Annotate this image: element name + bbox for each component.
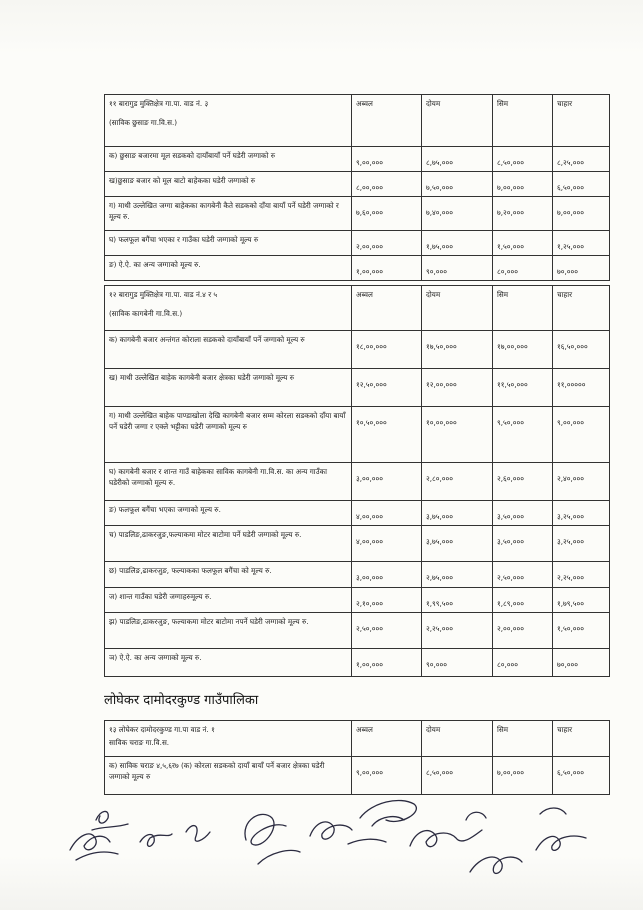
- cell-chahar: २,४०,०००: [553, 463, 610, 501]
- table-row: [105, 172, 610, 197]
- cell-abbal: ७,६०,०००: [352, 197, 422, 231]
- table-row: [105, 231, 610, 256]
- section-title-cell: [105, 95, 352, 147]
- table-row: [105, 331, 610, 369]
- header-abbal: अब्वल: [352, 95, 422, 147]
- section-title-cell: [105, 286, 352, 331]
- row-desc: ख)छुसाङ बजार को मूल बाटो बाहेकका घडेरी जग्गाको रु: [105, 172, 352, 197]
- cell-doyam: ७,५०,०००: [422, 172, 493, 197]
- rate-table-ward-3: [104, 94, 610, 281]
- cell-chahar: २,२५,०००: [553, 562, 610, 588]
- cell-chahar: ७,००,०००: [553, 197, 610, 231]
- cell-doyam: ९०,०००: [422, 256, 493, 281]
- table-header-row: [105, 721, 610, 757]
- cell-chahar: १६,५०,०००: [553, 331, 610, 369]
- cell-chahar: ११,०००००: [553, 369, 610, 407]
- cell-doyam: १,७५,०००: [422, 231, 493, 256]
- cell-chahar: ६,५०,०००: [553, 757, 610, 795]
- signature-6: [360, 800, 416, 826]
- cell-abbal: ४,००,०००: [352, 526, 422, 562]
- signature-8: [470, 808, 586, 873]
- header-sim: सिम: [493, 95, 553, 147]
- table-row: [105, 562, 610, 588]
- table-header-row: [105, 95, 610, 147]
- cell-doyam: १२,००,०००: [422, 369, 493, 407]
- cell-sim: २,६०,०००: [493, 463, 553, 501]
- cell-sim: १,५०,०००: [493, 231, 553, 256]
- header-doyam: दोयम: [422, 721, 493, 757]
- cell-sim: ७,००,०००: [493, 757, 553, 795]
- row-desc: ज) शान्त गाउँका घडेरी जग्गाहरुमूल्य रु.: [105, 588, 352, 613]
- row-desc: क) कागबेनी बजार अन्तंगत कोराला सडकको दायाँबायाँ पर्ने जग्गाको मूल्य रु: [105, 331, 352, 369]
- table-row: [105, 463, 610, 501]
- header-abbal: अब्वल: [352, 721, 422, 757]
- table-row: [105, 369, 610, 407]
- row-desc: क) साविक चराङ ४,५,६र७ (क) कोरला सडकको दायाँ बायाँ पर्ने बजार क्षेत्रका घडेरी जग्गाको मूल्य रु: [105, 757, 352, 795]
- table-row: [105, 197, 610, 231]
- cell-abbal: ३,००,०००: [352, 562, 422, 588]
- signature-strokes: [70, 800, 586, 873]
- cell-abbal: १,००,०००: [352, 256, 422, 281]
- header-chahar: चाहार: [553, 95, 610, 147]
- row-desc: क) छुसाङ बजारमा मूल सडकको दायाँबायाँ पर्ने घडेरी जग्गाको रु: [105, 147, 352, 172]
- cell-chahar: ३,२५,०००: [553, 501, 610, 526]
- row-desc: घ) कागबेनी बजार र शान्त गाउँ बाहेकका साविक कागबेनी गा.वि.स. का अन्य गाउँका घडेरीको जग्गाको मूल्य रु.: [105, 463, 352, 501]
- cell-abbal: १,००,०००: [352, 649, 422, 677]
- municipality-heading: लोघेकर दामोदरकुण्ड गाउँपालिका: [104, 693, 259, 708]
- row-desc: ख) माथी उल्लेखित बाहेक कागबेनी बजार क्षेत्रका घडेरी जग्गाको मूल्य रु: [105, 369, 352, 407]
- cell-chahar: १,२५,०००: [553, 231, 610, 256]
- header-chahar: चाहार: [553, 286, 610, 331]
- cell-chahar: १,७९,५००: [553, 588, 610, 613]
- section-title-cell: [105, 721, 352, 757]
- table-row: [105, 147, 610, 172]
- cell-chahar: ६,५०,०००: [553, 172, 610, 197]
- cell-abbal: २,००,०००: [352, 231, 422, 256]
- cell-sim: २,५०,०००: [493, 562, 553, 588]
- table-row: [105, 588, 610, 613]
- cell-abbal: ९,००,०००: [352, 757, 422, 795]
- cell-doyam: १०,००,०००: [422, 407, 493, 463]
- rate-table-ward-4-5: [104, 285, 610, 677]
- row-desc: ग) माथी उल्लेखित बाहेक पाण्डाखोला देखि कागबेनी बजार सम्म कोरला सडकको दाँया बायाँ पर्ने घडेरी जग्गा र एक्ले भट्टीका घडेरी जग्गाको मूल्य रु: [105, 407, 352, 463]
- signature-1: [70, 834, 118, 860]
- cell-doyam: ३,७५,०००: [422, 526, 493, 562]
- table-row: [105, 649, 610, 677]
- cell-abbal: ९,००,०००: [352, 147, 422, 172]
- cell-doyam: ७,४०,०००: [422, 197, 493, 231]
- cell-sim: ७,२०,०००: [493, 197, 553, 231]
- table-row: [105, 526, 610, 562]
- signature-3: [140, 826, 210, 847]
- cell-abbal: १२,५०,०००: [352, 369, 422, 407]
- table-row: [105, 256, 610, 281]
- header-sim: सिम: [493, 286, 553, 331]
- row-desc: झ) पाडलिङ,ढाकरजुङ, फल्याकमा मोटर बाटोमा नपर्ने घडेरी जग्गाको मूल्य रु.: [105, 613, 352, 649]
- section-title: ११ बारागुड मुक्तिक्षेत्र गा.पा. वाड नं. ३: [109, 99, 209, 108]
- signature-5: [310, 822, 386, 844]
- cell-sim: ७,००,०००: [493, 172, 553, 197]
- cell-chahar: ३,२५,०००: [553, 526, 610, 562]
- header-doyam: दोयम: [422, 95, 493, 147]
- cell-doyam: २,७५,०००: [422, 562, 493, 588]
- row-desc: घ) फलफूल बगैंचा भएका र गाउँका घडेरी जग्गाको मूल्य रु: [105, 231, 352, 256]
- table-row: [105, 407, 610, 463]
- cell-doyam: ९०,०००: [422, 649, 493, 677]
- header-abbal: अब्वल: [352, 286, 422, 331]
- cell-chahar: १,५०,०००: [553, 613, 610, 649]
- cell-doyam: ३,७५,०००: [422, 501, 493, 526]
- cell-sim: ८,५०,०००: [493, 147, 553, 172]
- row-desc: छ) पाडलिङ,ढाकरजुङ, फल्याकका फलफूल बगैंचा को मूल्य रु.: [105, 562, 352, 588]
- section-subtitle: साविक चराङ गा.वि.स.: [109, 738, 170, 747]
- row-desc: ग) माथी उल्लेखित जग्गा बाहेकका कागबेनी कैते सडकको दाँया बायाँ पर्ने घडेरी जग्गाको र मूल्य रु.: [105, 197, 352, 231]
- cell-sim: ११,५०,०००: [493, 369, 553, 407]
- cell-sim: ९,५०,०००: [493, 407, 553, 463]
- section-title: १३ लोघेकर दामोदरकुण्ड गा.पा वाड नं. १: [109, 725, 215, 734]
- cell-abbal: ८,००,०००: [352, 172, 422, 197]
- signatures-area: [0, 780, 643, 910]
- signature-4: [245, 814, 300, 864]
- cell-sim: ८०,०००: [493, 256, 553, 281]
- cell-sim: ८०,०००: [493, 649, 553, 677]
- cell-sim: ३,५०,०००: [493, 501, 553, 526]
- cell-sim: ३,५०,०००: [493, 526, 553, 562]
- cell-sim: १,८९,०००: [493, 588, 553, 613]
- header-doyam: दोयम: [422, 286, 493, 331]
- cell-doyam: २,८०,०००: [422, 463, 493, 501]
- cell-doyam: २,२५,०००: [422, 613, 493, 649]
- cell-abbal: २,५०,०००: [352, 613, 422, 649]
- row-desc: ङ) ऐ.ऐ. का अन्य जग्गाको मूल्य रु.: [105, 256, 352, 281]
- cell-abbal: १०,५०,०००: [352, 407, 422, 463]
- header-sim: सिम: [493, 721, 553, 757]
- cell-abbal: ३,००,०००: [352, 463, 422, 501]
- cell-abbal: २,१०,०००: [352, 588, 422, 613]
- row-desc: ञ) ऐ.ऐ. का अन्य जग्गाको मूल्य रु.: [105, 649, 352, 677]
- section-subtitle: (साविक छुसाङ गा.वि.स.): [109, 118, 178, 127]
- cell-doyam: १७,५०,०००: [422, 331, 493, 369]
- cell-chahar: ९,००,०००: [553, 407, 610, 463]
- signature-2: [92, 811, 128, 830]
- cell-chahar: ८,२५,०००: [553, 147, 610, 172]
- table-header-row: [105, 286, 610, 331]
- header-chahar: चाहार: [553, 721, 610, 757]
- row-desc: ङ) फलफूल बगैंचा भएका जग्गाको मूल्य रु.: [105, 501, 352, 526]
- row-desc: च) पाडलिङ,ढाकरजुङ,फल्याकमा मोटर बाटोमा पर्ने घडेरी जग्गाको मूल्य रु.: [105, 526, 352, 562]
- section-subtitle: (साविक कागबेनी गा.वि.स.): [109, 309, 183, 318]
- cell-sim: २,००,०००: [493, 613, 553, 649]
- cell-abbal: १८,००,०००: [352, 331, 422, 369]
- cell-doyam: १,९९,५००: [422, 588, 493, 613]
- cell-doyam: ८,५०,०००: [422, 757, 493, 795]
- cell-doyam: ८,७५,०००: [422, 147, 493, 172]
- table-row: [105, 613, 610, 649]
- cell-sim: १७,००,०००: [493, 331, 553, 369]
- cell-chahar: ७०,०००: [553, 256, 610, 281]
- cell-abbal: ४,००,०००: [352, 501, 422, 526]
- signature-7: [410, 812, 486, 846]
- cell-chahar: ७०,०००: [553, 649, 610, 677]
- section-title: १२ बारागुड मुक्तिक्षेत्र गा.पा. वाड नं.४ र ५: [109, 290, 218, 299]
- table-row: [105, 501, 610, 526]
